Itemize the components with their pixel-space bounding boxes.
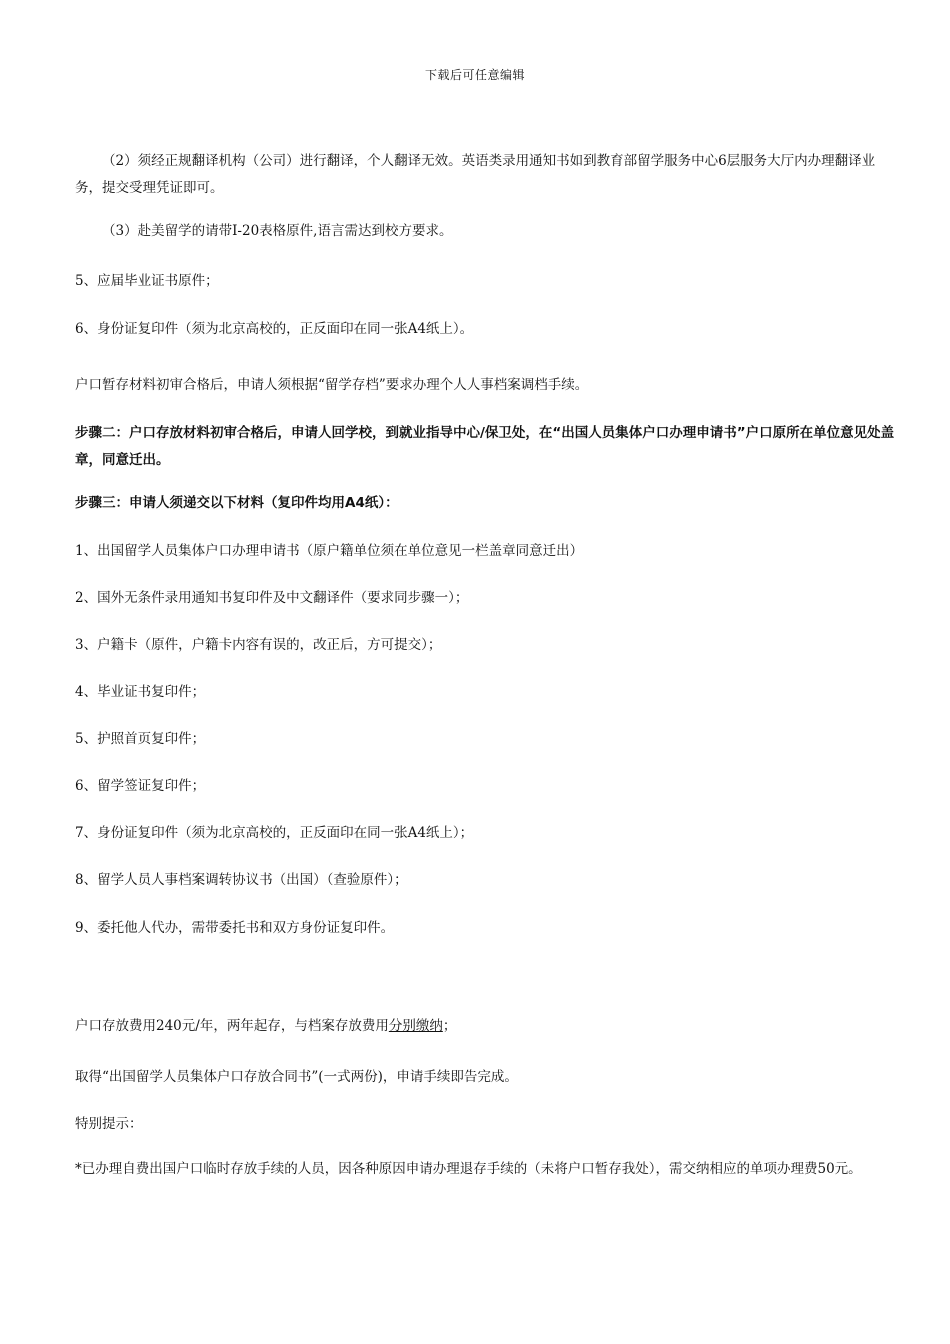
list-item: 5、护照首页复印件；: [75, 731, 206, 747]
list-item: 9、委托他人代办，需带委托书和双方身份证复印件。: [75, 920, 395, 936]
archive-note: 户口暂存材料初审合格后，申请人须根据“留学存档”要求办理个人人事档案调档手续。: [75, 377, 589, 393]
list-item: 8、留学人员人事档案调转协议书（出国）（查验原件）；: [75, 872, 408, 888]
fee-paragraph: [75, 1013, 895, 1040]
tip-text: *已办理自费出国户口临时存放手续的人员，因各种原因申请办理退存手续的（未将户口暂存我处），需交纳相应的单项办理费50元。: [75, 1161, 862, 1177]
page-header: 下载后可任意编辑: [424, 68, 525, 82]
list-item: 2、国外无条件录用通知书复印件及中文翻译件（要求同步骤一）；: [75, 590, 469, 606]
list-item: 5、应届毕业证书原件；: [75, 273, 219, 289]
fee-underlined-text: 分别缴纳: [388, 1018, 443, 1034]
i20-note: （3）赴美留学的请带I-20表格原件,语言需达到校方要求。: [102, 223, 453, 239]
list-item: 7、身份证复印件（须为北京高校的，正反面印在同一张A4纸上）；: [75, 825, 474, 841]
list-item: 4、毕业证书复印件；: [75, 684, 206, 700]
step-three-heading: 步骤三：申请人须递交以下材料（复印件均用A4纸）：: [75, 495, 399, 511]
step-two-heading: 步骤二：户口存放材料初审合格后，申请人回学校，到就业指导中心/保卫处，在“出国人员集体户口办理申请书”户口原所在单位意见处盖章，同意迁出。: [75, 425, 895, 468]
fee-suffix: ；: [442, 1018, 457, 1034]
list-item: 6、身份证复印件（须为北京高校的，正反面印在同一张A4纸上）。: [75, 321, 474, 337]
list-item: 6、留学签证复印件；: [75, 778, 206, 794]
fee-text: 户口存放费用240元/年，两年起存，与档案存放费用: [75, 1018, 389, 1034]
list-item: 1、出国留学人员集体户口办理申请书（原户籍单位须在单位意见一栏盖章同意迁出）: [75, 543, 584, 559]
list-item: 3、户籍卡（原件，户籍卡内容有误的，改正后，方可提交）；: [75, 637, 442, 653]
contract-paragraph: 取得“出国留学人员集体户口存放合同书”(一式两份)，申请手续即告完成。: [75, 1069, 518, 1085]
translation-note: （2）须经正规翻译机构（公司）进行翻译，个人翻译无效。英语类录用通知书如到教育部留学服务中心6层服务大厅内办理翻译业务，提交受理凭证即可。: [75, 153, 876, 196]
tip-title: 特别提示：: [75, 1116, 143, 1132]
